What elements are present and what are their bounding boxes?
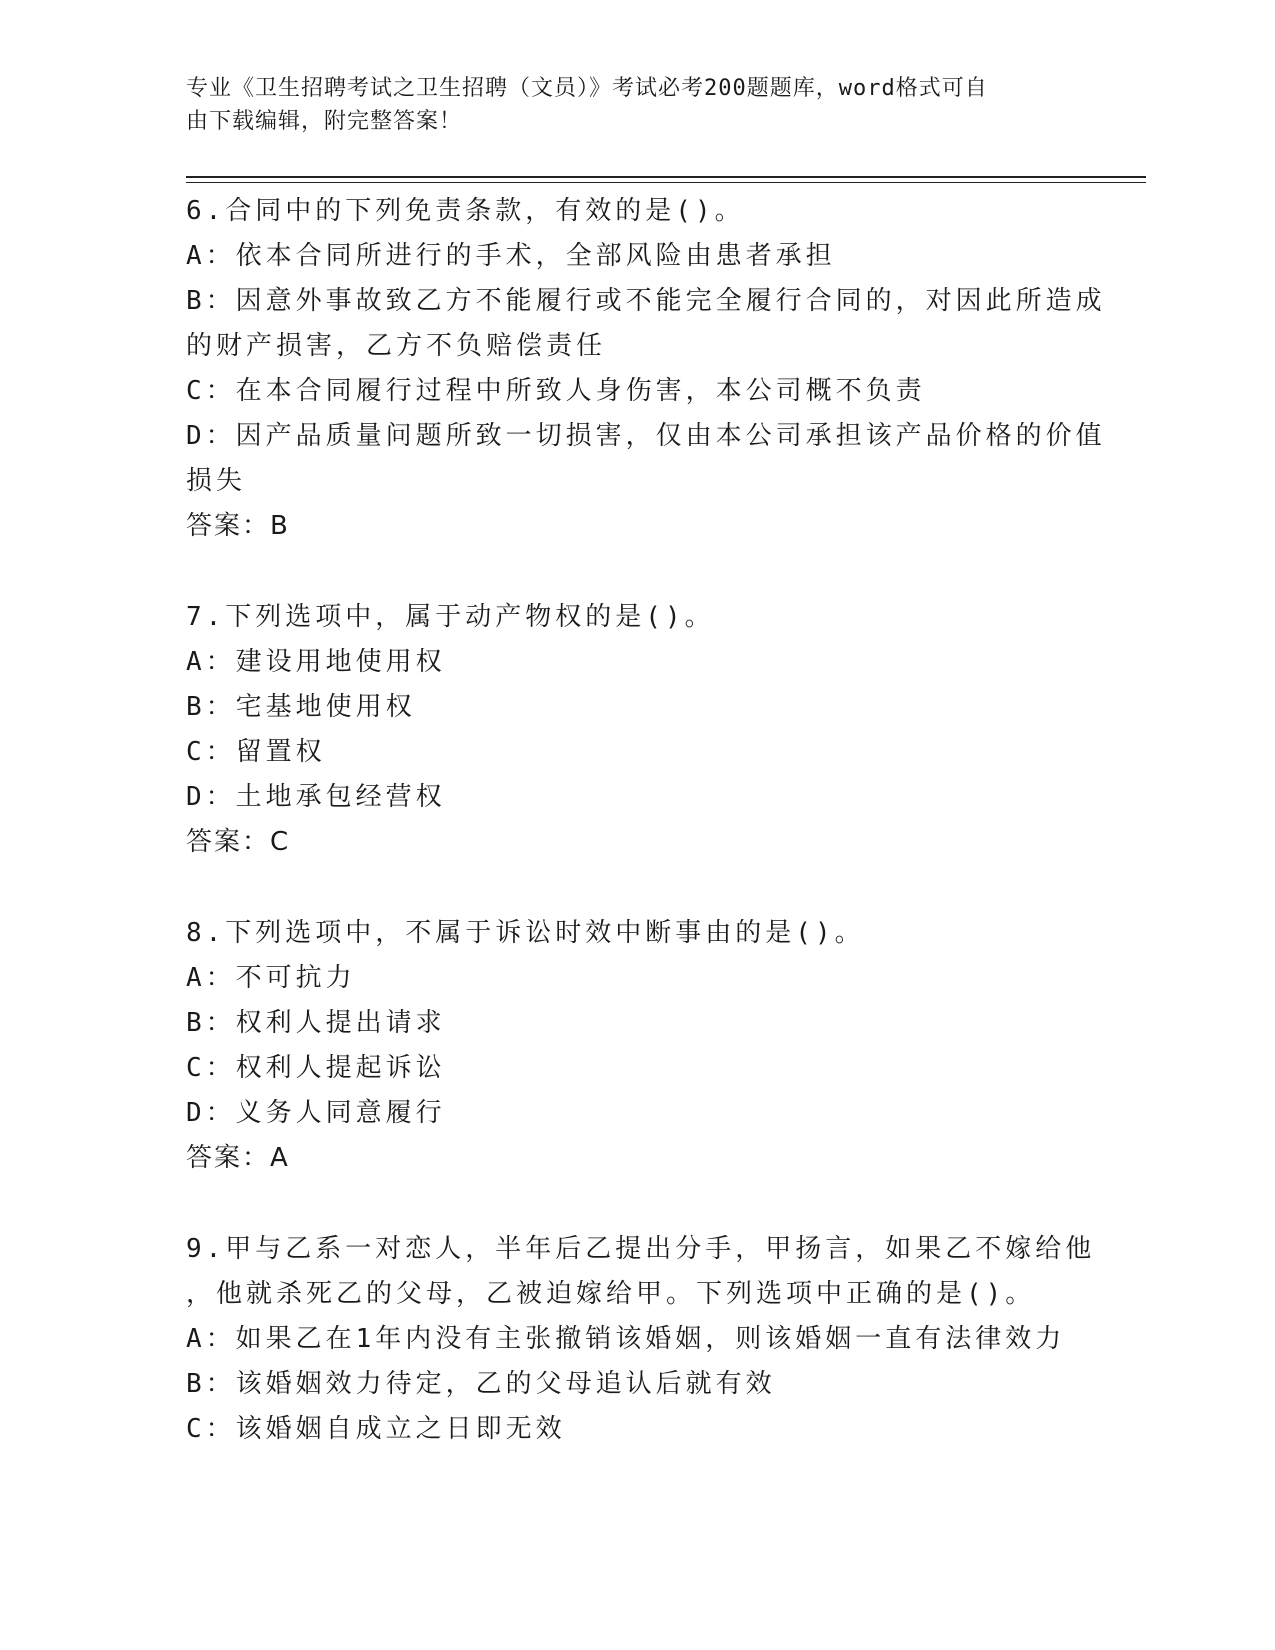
question-stem: ，他就杀死乙的父母，乙被迫嫁给甲。下列选项中正确的是()。 <box>186 1279 1036 1309</box>
question-block <box>186 1227 1096 1452</box>
answer-option: 损失 <box>186 466 247 496</box>
answer-option: C：权利人提起诉讼 <box>186 1053 446 1083</box>
answer-option: B：权利人提出请求 <box>186 1008 446 1038</box>
answer-option: A：不可抗力 <box>186 963 356 993</box>
question-block <box>186 911 1066 1181</box>
answer-option: B：该婚姻效力待定，乙的父母追认后就有效 <box>186 1369 776 1399</box>
question-list <box>186 189 1106 1452</box>
header-line-1: 专业《卫生招聘考试之卫生招聘（文员）》考试必考200题题库，word格式可自 <box>186 76 988 101</box>
header-divider-thick <box>186 176 1146 178</box>
answer-key: 答案：C <box>186 827 291 857</box>
answer-option: A：如果乙在1年内没有主张撤销该婚姻，则该婚姻一直有法律效力 <box>186 1324 1066 1354</box>
answer-option: A：依本合同所进行的手术，全部风险由患者承担 <box>186 241 836 271</box>
question-stem: 8.下列选项中，不属于诉讼时效中断事由的是()。 <box>186 918 865 948</box>
answer-option: D：因产品质量问题所致一切损害，仅由本公司承担该产品价格的价值 <box>186 421 1106 451</box>
question-block <box>186 595 1066 865</box>
question-block <box>186 189 1106 549</box>
answer-option: B：因意外事故致乙方不能履行或不能完全履行合同的，对因此所造成 <box>186 286 1106 316</box>
question-spacer <box>186 865 1066 911</box>
answer-option: C：留置权 <box>186 737 326 767</box>
question-stem: 9.甲与乙系一对恋人，半年后乙提出分手，甲扬言，如果乙不嫁给他 <box>186 1234 1096 1264</box>
answer-option: D：土地承包经营权 <box>186 782 446 812</box>
answer-key: 答案：B <box>186 511 290 541</box>
header-divider-thin <box>186 182 1146 183</box>
question-spacer <box>186 549 1066 595</box>
document-header <box>186 72 1066 138</box>
answer-option: B：宅基地使用权 <box>186 692 416 722</box>
answer-key: 答案：A <box>186 1143 290 1173</box>
answer-option: 的财产损害，乙方不负赔偿责任 <box>186 331 607 361</box>
header-line-2: 由下载编辑，附完整答案！ <box>186 109 463 134</box>
question-stem: 6.合同中的下列免责条款，有效的是()。 <box>186 196 745 226</box>
answer-option: D：义务人同意履行 <box>186 1098 446 1128</box>
question-stem: 7.下列选项中，属于动产物权的是()。 <box>186 602 715 632</box>
question-spacer <box>186 1181 1066 1227</box>
answer-option: C：该婚姻自成立之日即无效 <box>186 1414 566 1444</box>
answer-option: A：建设用地使用权 <box>186 647 446 677</box>
answer-option: C：在本合同履行过程中所致人身伤害，本公司概不负责 <box>186 376 926 406</box>
